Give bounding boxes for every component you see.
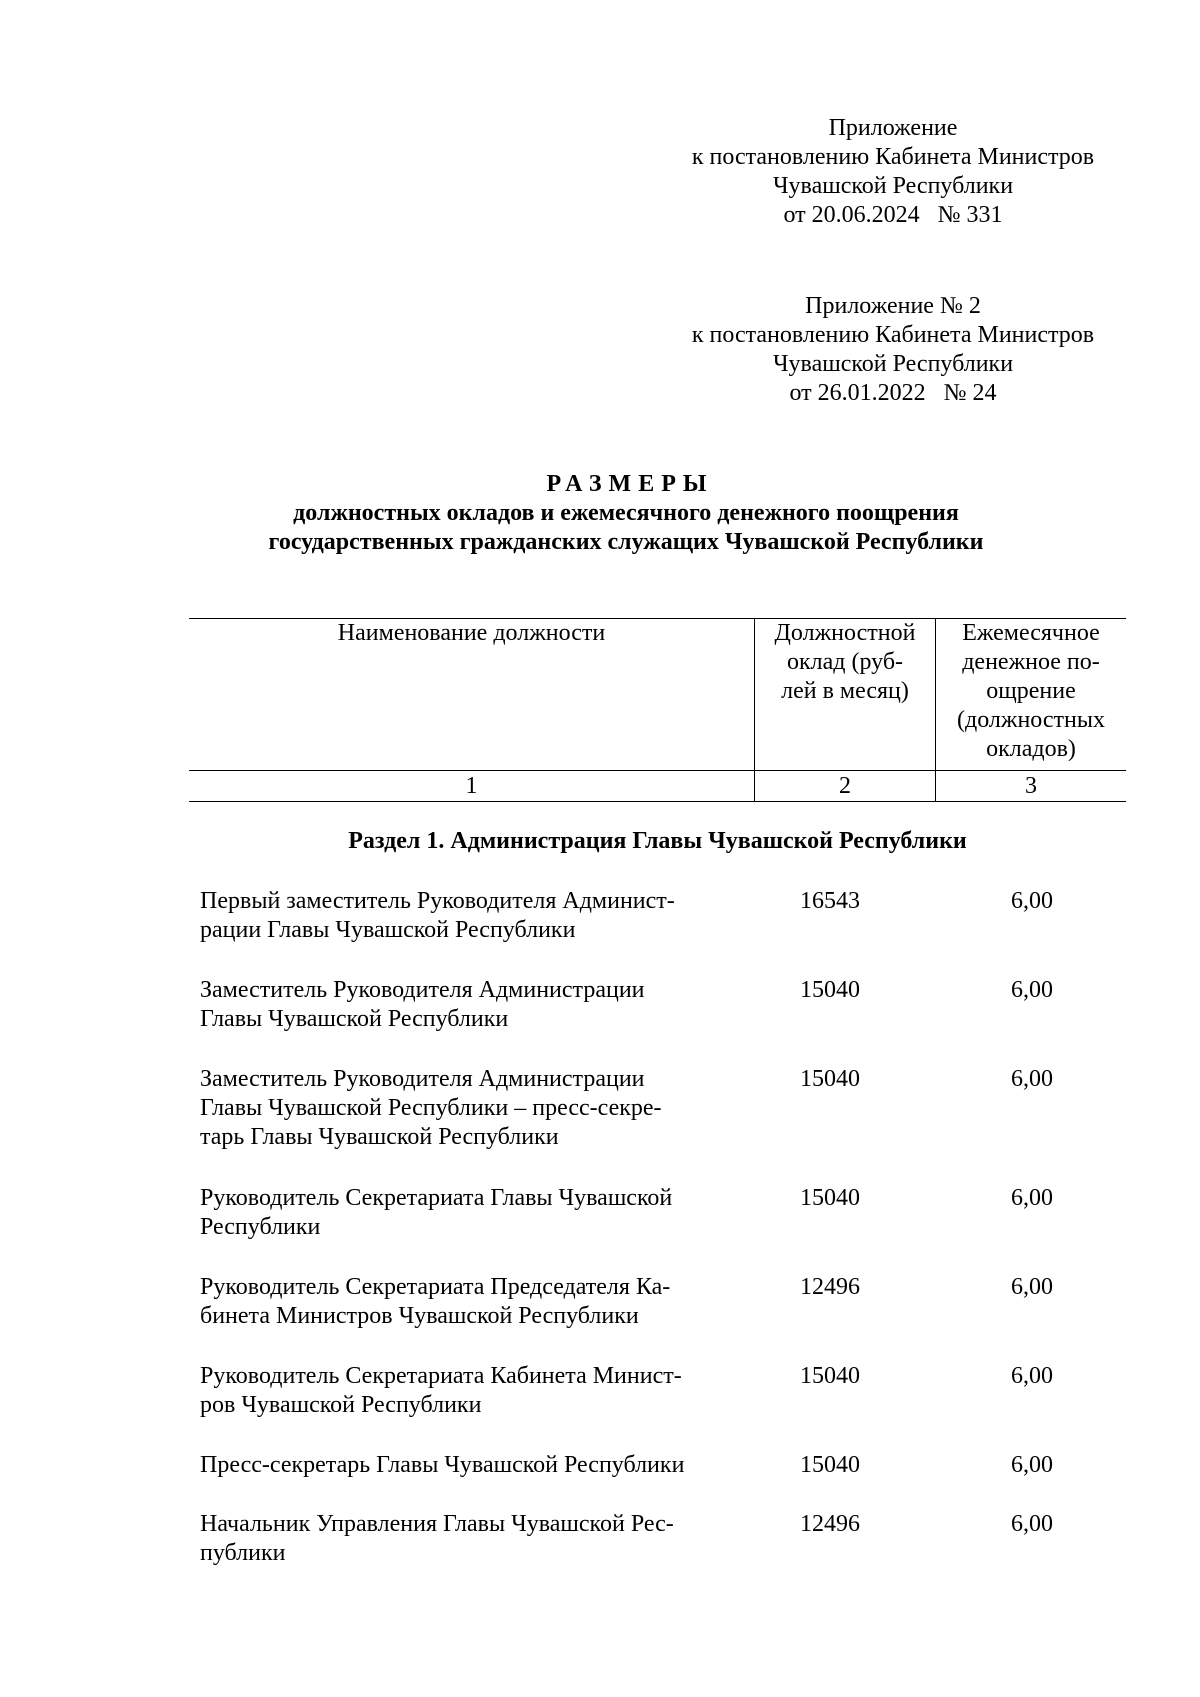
row-bonus: 6,00	[1011, 977, 1053, 1003]
appendix-current-header	[668, 114, 1118, 230]
row-position-name	[200, 1065, 737, 1152]
row-position-name	[200, 976, 737, 1034]
row-bonus: 6,00	[1011, 1511, 1053, 1537]
row-name-line: Республики	[200, 1214, 321, 1240]
row-position-name	[200, 1510, 737, 1568]
row-salary: 15040	[800, 1066, 860, 1092]
row-name-line: Руководитель Секретариата Кабинета Минист-	[200, 1363, 682, 1389]
row-name-line: тарь Главы Чувашской Республики	[200, 1124, 559, 1150]
header-salary	[755, 619, 936, 770]
header-bonus-line: Ежемесячное	[962, 620, 1100, 646]
row-bonus: 6,00	[1011, 888, 1053, 914]
title-subtitle-line1: должностных окладов и ежемесячного денежного поощрения	[293, 500, 959, 526]
row-name-line: Заместитель Руководителя Администрации	[200, 1066, 645, 1092]
column-number: 3	[1025, 773, 1037, 799]
row-name-line: Главы Чувашской Республики	[200, 1006, 509, 1032]
appendix-current-line1: Приложение	[828, 115, 958, 141]
row-salary: 15040	[800, 1452, 860, 1478]
header-salary-line: Должностной	[774, 620, 916, 646]
row-position-name	[200, 1184, 737, 1242]
header-bonus-line: окладов)	[986, 736, 1076, 762]
row-name-line: Пресс-секретарь Главы Чувашской Республики	[200, 1452, 685, 1478]
header-bonus	[936, 619, 1126, 770]
title-subtitle-line2: государственных гражданских служащих Чувашской Республики	[268, 529, 984, 555]
header-position: Наименование должности	[189, 619, 755, 770]
appendix-original-line2: к постановлению Кабинета Министров	[691, 322, 1095, 348]
row-position-name	[200, 1362, 737, 1420]
header-bonus-line: денежное по-	[962, 649, 1100, 675]
document-title	[0, 470, 1200, 557]
appendix-original-line4: от 26.01.2022 № 24	[789, 380, 997, 406]
title-main: РАЗМЕРЫ	[546, 471, 714, 497]
row-name-line: Начальник Управления Главы Чувашской Рес-	[200, 1511, 674, 1537]
appendix-current-line3: Чувашской Республики	[772, 173, 1014, 199]
row-position-name	[200, 887, 737, 945]
row-name-line: бинета Министров Чувашской Республики	[200, 1303, 639, 1329]
column-number-row	[189, 771, 1126, 802]
row-bonus: 6,00	[1011, 1274, 1053, 1300]
appendix-current-line4: от 20.06.2024 № 331	[783, 202, 1003, 228]
table-header	[189, 618, 1126, 802]
row-bonus: 6,00	[1011, 1363, 1053, 1389]
appendix-original-line1: Приложение № 2	[805, 293, 981, 319]
row-position-name	[200, 1273, 737, 1331]
row-name-line: Руководитель Секретариата Председателя Ка-	[200, 1274, 671, 1300]
appendix-original-header	[668, 292, 1118, 408]
section-title: Раздел 1. Администрация Главы Чувашской Республики	[348, 828, 967, 854]
row-name-line: публики	[200, 1540, 286, 1566]
header-salary-line: оклад (руб-	[786, 649, 904, 675]
header-salary-line: лей в месяц)	[781, 678, 909, 704]
row-salary: 15040	[800, 977, 860, 1003]
row-salary: 15040	[800, 1363, 860, 1389]
row-name-line: рации Главы Чувашской Республики	[200, 917, 576, 943]
column-number: 2	[755, 771, 936, 801]
table-header-row	[189, 619, 1126, 771]
row-name-line: Первый заместитель Руководителя Админист-	[200, 888, 675, 914]
row-name-line: Руководитель Секретариата Главы Чувашской	[200, 1185, 673, 1211]
header-bonus-line: (должностных	[957, 707, 1105, 733]
row-bonus: 6,00	[1011, 1185, 1053, 1211]
header-bonus-line: ощрение	[986, 678, 1076, 704]
row-name-line: ров Чувашской Республики	[200, 1392, 482, 1418]
row-name-line: Главы Чувашской Республики – пресс-секре-	[200, 1095, 662, 1121]
appendix-current-line2: к постановлению Кабинета Министров	[691, 144, 1095, 170]
row-bonus: 6,00	[1011, 1066, 1053, 1092]
row-salary: 15040	[800, 1185, 860, 1211]
column-number: 1	[189, 771, 755, 801]
row-salary: 12496	[800, 1511, 860, 1537]
row-position-name	[200, 1451, 737, 1480]
row-salary: 12496	[800, 1274, 860, 1300]
row-salary: 16543	[800, 888, 860, 914]
row-name-line: Заместитель Руководителя Администрации	[200, 977, 645, 1003]
appendix-original-line3: Чувашской Республики	[772, 351, 1014, 377]
row-bonus: 6,00	[1011, 1452, 1053, 1478]
